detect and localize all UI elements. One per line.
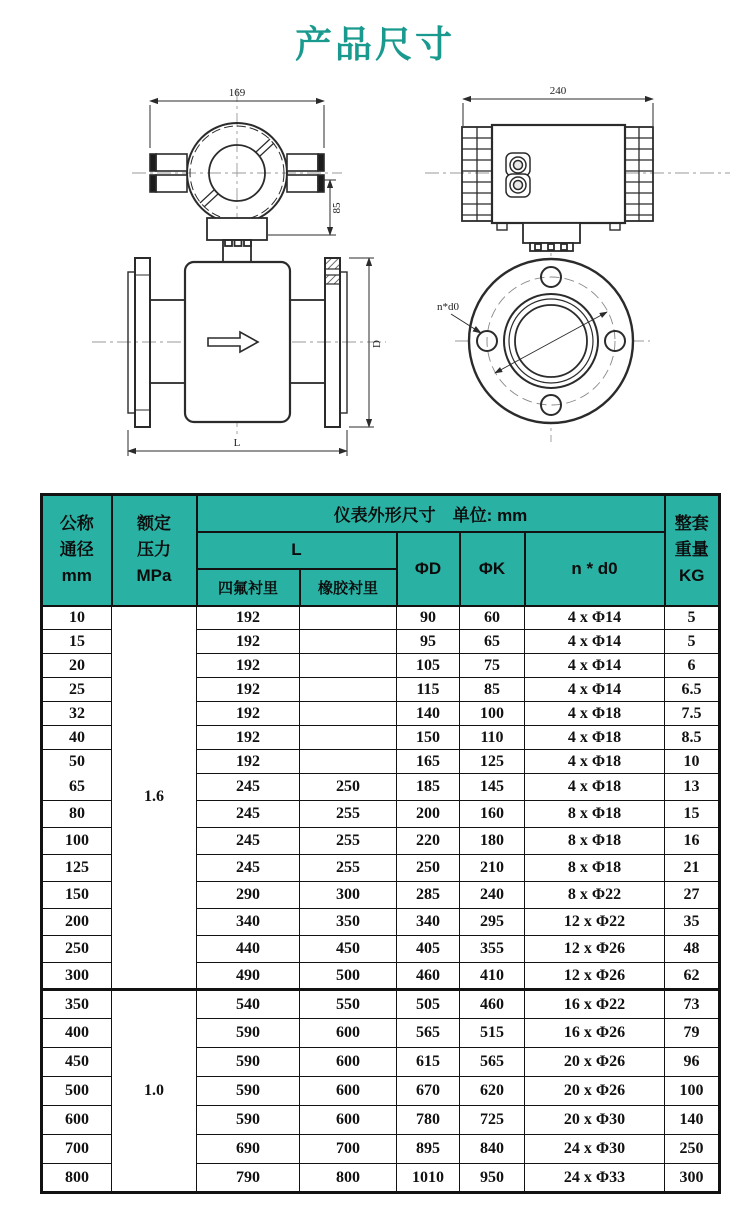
cell-rubber-length: 350 xyxy=(300,909,397,936)
header-line: 额定 xyxy=(137,513,171,533)
cell-rated-pressure: 1.6 xyxy=(112,606,197,990)
cell-ptfe-length: 790 xyxy=(197,1164,300,1193)
cell-weight: 96 xyxy=(665,1048,720,1077)
cell-rubber-length: 255 xyxy=(300,828,397,855)
cell-phi-k: 840 xyxy=(460,1135,525,1164)
header-rated-pressure xyxy=(112,495,197,606)
flange-face xyxy=(469,259,633,423)
cell-nominal-diameter: 300 xyxy=(42,963,112,990)
cell-phi-k: 240 xyxy=(460,882,525,909)
cell-phi-k: 75 xyxy=(460,654,525,678)
cell-nominal-diameter: 32 xyxy=(42,702,112,726)
cell-ptfe-length: 192 xyxy=(197,702,300,726)
cell-n-d0: 4 x Φ14 xyxy=(525,678,665,702)
cell-phi-d: 115 xyxy=(397,678,460,702)
cell-n-d0: 8 x Φ18 xyxy=(525,855,665,882)
cell-rubber-length: 800 xyxy=(300,1164,397,1193)
cell-ptfe-length: 192 xyxy=(197,606,300,630)
table-row xyxy=(42,606,720,630)
cell-weight: 21 xyxy=(665,855,720,882)
cell-nominal-diameter: 125 xyxy=(42,855,112,882)
cell-phi-d: 460 xyxy=(397,963,460,990)
cell-ptfe-length: 590 xyxy=(197,1077,300,1106)
cell-rubber-length xyxy=(300,630,397,654)
cell-n-d0: 4 x Φ18 xyxy=(525,702,665,726)
header-phi-k: ΦK xyxy=(460,532,525,606)
table-body xyxy=(42,606,720,1193)
cell-phi-d: 285 xyxy=(397,882,460,909)
cell-phi-k: 65 xyxy=(460,630,525,654)
cell-phi-d: 895 xyxy=(397,1135,460,1164)
cell-nominal-diameter: 65 xyxy=(42,774,112,801)
cell-weight: 300 xyxy=(665,1164,720,1193)
cell-phi-k: 515 xyxy=(460,1019,525,1048)
cell-ptfe-length: 340 xyxy=(197,909,300,936)
cell-nominal-diameter: 10 xyxy=(42,606,112,630)
cell-weight: 250 xyxy=(665,1135,720,1164)
header-line: 压力 xyxy=(137,540,171,560)
cell-nominal-diameter: 80 xyxy=(42,801,112,828)
cell-n-d0: 4 x Φ14 xyxy=(525,630,665,654)
cell-weight: 10 xyxy=(665,750,720,774)
cell-n-d0: 20 x Φ30 xyxy=(525,1106,665,1135)
dim-diameter-label: D xyxy=(371,340,383,348)
cell-phi-k: 725 xyxy=(460,1106,525,1135)
cell-phi-d: 220 xyxy=(397,828,460,855)
cell-phi-k: 950 xyxy=(460,1164,525,1193)
cell-phi-k: 60 xyxy=(460,606,525,630)
cell-n-d0: 4 x Φ18 xyxy=(525,774,665,801)
header-line: 通径 xyxy=(59,540,94,560)
cell-nominal-diameter: 50 xyxy=(42,750,112,774)
cell-phi-d: 105 xyxy=(397,654,460,678)
cell-phi-k: 160 xyxy=(460,801,525,828)
header-n-d0: n * d0 xyxy=(525,532,665,606)
header-length: L xyxy=(197,532,397,569)
cell-ptfe-length: 192 xyxy=(197,678,300,702)
cell-phi-d: 150 xyxy=(397,726,460,750)
cell-weight: 27 xyxy=(665,882,720,909)
cell-ptfe-length: 192 xyxy=(197,726,300,750)
cell-ptfe-length: 245 xyxy=(197,801,300,828)
cell-weight: 15 xyxy=(665,801,720,828)
converter-neck xyxy=(523,223,580,251)
cell-phi-k: 125 xyxy=(460,750,525,774)
cell-phi-d: 185 xyxy=(397,774,460,801)
cell-weight: 100 xyxy=(665,1077,720,1106)
cell-phi-k: 85 xyxy=(460,678,525,702)
table-header xyxy=(42,495,720,606)
cell-phi-d: 565 xyxy=(397,1019,460,1048)
cell-nominal-diameter: 15 xyxy=(42,630,112,654)
cell-nominal-diameter: 600 xyxy=(42,1106,112,1135)
flowmeter-side-view-drawing xyxy=(90,82,390,484)
cell-nominal-diameter: 20 xyxy=(42,654,112,678)
cell-phi-d: 250 xyxy=(397,855,460,882)
cell-n-d0: 16 x Φ22 xyxy=(525,990,665,1019)
cell-phi-d: 405 xyxy=(397,936,460,963)
header-outline-dimensions: 仪表外形尺寸 单位: mm xyxy=(197,495,665,532)
cell-phi-d: 200 xyxy=(397,801,460,828)
cell-weight: 13 xyxy=(665,774,720,801)
cell-ptfe-length: 192 xyxy=(197,654,300,678)
cell-ptfe-length: 690 xyxy=(197,1135,300,1164)
cell-rubber-length xyxy=(300,654,397,678)
cell-ptfe-length: 290 xyxy=(197,882,300,909)
cell-nominal-diameter: 400 xyxy=(42,1019,112,1048)
header-ptfe-lining: 四氟衬里 xyxy=(197,569,300,606)
cell-rubber-length xyxy=(300,678,397,702)
bolt-holes-label: n*d0 xyxy=(437,301,459,313)
cell-rubber-length: 700 xyxy=(300,1135,397,1164)
cell-n-d0: 4 x Φ14 xyxy=(525,606,665,630)
cell-ptfe-length: 490 xyxy=(197,963,300,990)
cell-nominal-diameter: 800 xyxy=(42,1164,112,1193)
cell-phi-d: 90 xyxy=(397,606,460,630)
cell-phi-k: 460 xyxy=(460,990,525,1019)
cell-ptfe-length: 590 xyxy=(197,1106,300,1135)
cell-ptfe-length: 590 xyxy=(197,1048,300,1077)
cell-nominal-diameter: 350 xyxy=(42,990,112,1019)
cell-phi-d: 505 xyxy=(397,990,460,1019)
cell-weight: 140 xyxy=(665,1106,720,1135)
cell-rubber-length: 600 xyxy=(300,1019,397,1048)
cell-ptfe-length: 192 xyxy=(197,750,300,774)
cell-rubber-length: 250 xyxy=(300,774,397,801)
cell-rated-pressure: 1.0 xyxy=(112,990,197,1193)
dimensions-table xyxy=(40,493,721,1194)
cell-phi-d: 615 xyxy=(397,1048,460,1077)
technical-drawings xyxy=(0,82,750,484)
cell-rubber-length: 255 xyxy=(300,855,397,882)
table-row xyxy=(42,990,720,1019)
header-phi-d: ΦD xyxy=(397,532,460,606)
cell-rubber-length: 450 xyxy=(300,936,397,963)
cell-phi-d: 95 xyxy=(397,630,460,654)
cell-rubber-length: 255 xyxy=(300,801,397,828)
cell-phi-d: 165 xyxy=(397,750,460,774)
header-line: KG xyxy=(679,566,705,586)
cable-entry-connectors xyxy=(506,153,530,197)
cell-ptfe-length: 245 xyxy=(197,828,300,855)
cell-n-d0: 24 x Φ33 xyxy=(525,1164,665,1193)
cell-phi-d: 140 xyxy=(397,702,460,726)
cell-ptfe-length: 245 xyxy=(197,855,300,882)
cell-rubber-length: 550 xyxy=(300,990,397,1019)
cell-weight: 6 xyxy=(665,654,720,678)
cell-nominal-diameter: 200 xyxy=(42,909,112,936)
flowmeter-front-view-drawing xyxy=(425,82,745,484)
cell-rubber-length xyxy=(300,606,397,630)
cell-n-d0: 4 x Φ18 xyxy=(525,750,665,774)
cell-rubber-length: 600 xyxy=(300,1077,397,1106)
header-line: 整套 xyxy=(674,513,709,533)
cell-n-d0: 4 x Φ18 xyxy=(525,726,665,750)
cell-weight: 35 xyxy=(665,909,720,936)
cell-ptfe-length: 540 xyxy=(197,990,300,1019)
cell-phi-k: 180 xyxy=(460,828,525,855)
cell-phi-d: 780 xyxy=(397,1106,460,1135)
cell-n-d0: 12 x Φ26 xyxy=(525,963,665,990)
cell-nominal-diameter: 40 xyxy=(42,726,112,750)
cell-rubber-length xyxy=(300,726,397,750)
cell-phi-d: 1010 xyxy=(397,1164,460,1193)
cell-weight: 6.5 xyxy=(665,678,720,702)
cell-phi-k: 295 xyxy=(460,909,525,936)
cell-n-d0: 4 x Φ14 xyxy=(525,654,665,678)
page-title: 产品尺寸 xyxy=(295,24,455,65)
header-nominal-diameter xyxy=(42,495,112,606)
cell-ptfe-length: 590 xyxy=(197,1019,300,1048)
cell-n-d0: 12 x Φ22 xyxy=(525,909,665,936)
cell-phi-k: 145 xyxy=(460,774,525,801)
cell-weight: 16 xyxy=(665,828,720,855)
cell-rubber-length: 600 xyxy=(300,1048,397,1077)
cell-n-d0: 16 x Φ26 xyxy=(525,1019,665,1048)
converter-neck xyxy=(207,218,267,262)
cell-n-d0: 8 x Φ18 xyxy=(525,828,665,855)
cell-ptfe-length: 245 xyxy=(197,774,300,801)
cell-phi-k: 565 xyxy=(460,1048,525,1077)
header-line: mm xyxy=(61,566,92,586)
cell-nominal-diameter: 25 xyxy=(42,678,112,702)
cell-weight: 5 xyxy=(665,630,720,654)
cell-phi-d: 670 xyxy=(397,1077,460,1106)
dim-width-label: 240 xyxy=(549,85,567,97)
cell-n-d0: 8 x Φ22 xyxy=(525,882,665,909)
cell-weight: 73 xyxy=(665,990,720,1019)
header-total-weight xyxy=(665,495,720,606)
dim-width-label: 169 xyxy=(228,87,246,99)
cell-weight: 5 xyxy=(665,606,720,630)
cell-rubber-length: 600 xyxy=(300,1106,397,1135)
cell-ptfe-length: 440 xyxy=(197,936,300,963)
cell-nominal-diameter: 250 xyxy=(42,936,112,963)
cell-n-d0: 20 x Φ26 xyxy=(525,1077,665,1106)
cell-weight: 62 xyxy=(665,963,720,990)
cell-weight: 79 xyxy=(665,1019,720,1048)
cell-nominal-diameter: 500 xyxy=(42,1077,112,1106)
cell-nominal-diameter: 450 xyxy=(42,1048,112,1077)
cell-nominal-diameter: 700 xyxy=(42,1135,112,1164)
cell-rubber-length xyxy=(300,750,397,774)
cell-nominal-diameter: 150 xyxy=(42,882,112,909)
cell-n-d0: 8 x Φ18 xyxy=(525,801,665,828)
cell-phi-k: 410 xyxy=(460,963,525,990)
cell-phi-k: 210 xyxy=(460,855,525,882)
header-line: 重量 xyxy=(674,540,709,560)
header-line: MPa xyxy=(136,566,172,586)
cell-phi-d: 340 xyxy=(397,909,460,936)
cell-rubber-length: 500 xyxy=(300,963,397,990)
cell-n-d0: 24 x Φ30 xyxy=(525,1135,665,1164)
cell-phi-k: 620 xyxy=(460,1077,525,1106)
cell-weight: 48 xyxy=(665,936,720,963)
cell-rubber-length xyxy=(300,702,397,726)
dim-240 xyxy=(463,99,653,126)
dim-height-label: 85 xyxy=(331,202,343,214)
cell-weight: 7.5 xyxy=(665,702,720,726)
dim-length-label: L xyxy=(233,437,241,449)
cell-rubber-length: 300 xyxy=(300,882,397,909)
cell-phi-k: 110 xyxy=(460,726,525,750)
cell-phi-k: 355 xyxy=(460,936,525,963)
cell-ptfe-length: 192 xyxy=(197,630,300,654)
header-line: 公称 xyxy=(59,513,94,533)
header-rubber-lining: 橡胶衬里 xyxy=(300,569,397,606)
cell-n-d0: 12 x Φ26 xyxy=(525,936,665,963)
cell-weight: 8.5 xyxy=(665,726,720,750)
cell-nominal-diameter: 100 xyxy=(42,828,112,855)
cell-phi-k: 100 xyxy=(460,702,525,726)
cell-n-d0: 20 x Φ26 xyxy=(525,1048,665,1077)
